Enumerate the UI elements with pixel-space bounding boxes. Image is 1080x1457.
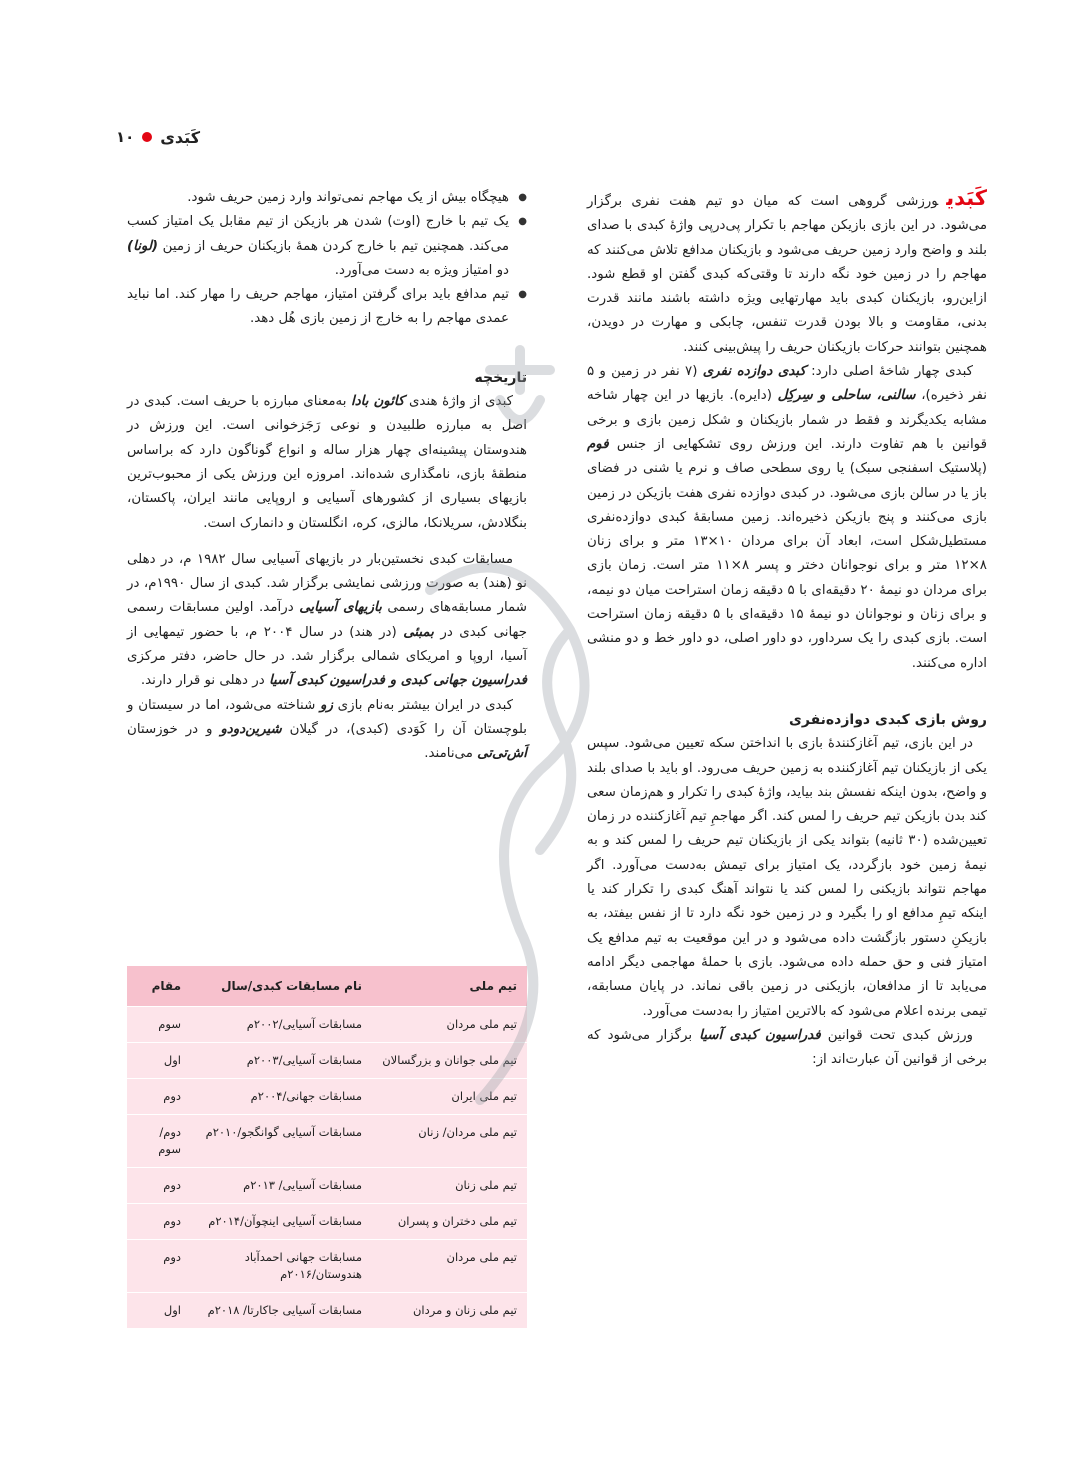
text-run: کبدی از واژهٔ هندی	[404, 394, 513, 410]
text-run: ورزش کبدی تحت قوانین	[820, 1027, 973, 1043]
table-cell: مسابقات جهانی احمدآباد هندوستان/۲۰۱۶م	[187, 1240, 372, 1293]
table-cell: تیم ملی زنان و مردان	[372, 1293, 527, 1329]
emphasis-run: کبدی دوازده نفری	[702, 364, 806, 380]
table-cell: تیم ملی دختران و پسران	[372, 1204, 527, 1240]
text-run: دو امتیاز ویژه به دست می‌آورد.	[334, 262, 509, 278]
emphasis-run: فدراسیون کبدی آسیا	[699, 1027, 821, 1043]
page-number: ۱۰	[115, 128, 135, 146]
text-run: هیچگاه بیش از یک مهاجم نمی‌تواند وارد زمین حریف شود.	[187, 190, 509, 205]
text-run: (۷ نفر در زمین و ۵ نفر ذخیره)،	[587, 364, 987, 404]
left-column	[127, 186, 527, 767]
intro-paragraph	[587, 186, 987, 360]
intro-text: ورزشی گروهی است که میان دو تیم هفت نفری برگزار می‌شود. در این بازی بازیکن مهاجم با تکرار پی‌درپی واژهٔ کبدی با صدای بلند و واضح وارد زمین حریف می‌شود و بازیکنان مدافع تلاش می‌کنند که مهاجم را در زمین خود نگه دارند تا وقتی‌که کبدی گفتن او قطع شود. ازاین‌رو، بازیکنان کبدی باید مهارتهایی ویژه داشته باشند مانند قدرت بدنی، مقاومت و بالا بودن قدرت تنفس، چابکی و مهارت در دویدن، همچنین بتوانند حرکات بازیکنان حریف را پیش‌بینی کنند.	[587, 194, 987, 355]
emphasis-run: اَش‌تی‌تی	[477, 746, 527, 762]
emphasis-run: زو	[320, 697, 333, 713]
emphasis-run: سالنی، ساحلی و سِرکِل	[777, 388, 916, 404]
table-cell: سوم	[127, 1007, 187, 1043]
table-cell: مسابقات آسیایی گوانگجو/۲۰۱۰م	[187, 1115, 372, 1168]
table-cell: دوم	[127, 1079, 187, 1115]
table-cell: اول	[127, 1293, 187, 1329]
emphasis-run: بازیهای آسیایی	[299, 600, 382, 616]
table-cell: تیم ملی مردان/ زنان	[372, 1115, 527, 1168]
federation-paragraph	[587, 1024, 987, 1073]
table-cell: تیم ملی مردان	[372, 1240, 527, 1293]
table-cell: مسابقات آسیایی جاکارتا/ ۲۰۱۸م	[187, 1293, 372, 1329]
red-dot-icon	[142, 132, 152, 142]
table-cell: دوم	[127, 1240, 187, 1293]
emphasis-run: بمبئی	[403, 624, 434, 640]
results-table	[127, 966, 527, 1328]
table-cell: مسابقات آسیایی/۲۰۰۳م	[187, 1043, 372, 1079]
text-run: درآمد. اولین مسابقات رسمی جهانی کبدی در	[127, 600, 528, 640]
text-run: شناخته می‌شود، اما در سیستان و بلوچستان آن را کَوَدی (کبدی)، در گیلان	[127, 697, 527, 737]
text-run: (پلاستیک اسفنجی سبک) یا روی سطحی صاف و نرم یا شنی در فضای باز یا در سالن بازی می‌شود. در کبدی دوازده نفری هفت بازیکن در زمین بازی می‌کنند و پنج بازیکن ذخیره‌اند. زمین مسابقهٔ کبدی دوازده‌نفری مستطیل‌شکل است، ابعاد آن برای مردان ۱۰×۱۳ متر و برای زنان ۸×۱۲ متر و برای نوجوانان دختر و پسر ۸×۱۱ متر است. زمان بازی برای مردان دو نیمهٔ ۲۰ دقیقه‌ای با ۵ دقیقه زمان استراحت میان دو نیمه، و برای زنان و نوجوانان دو نیمهٔ ۱۵ دقیقه‌ای با ۵ دقیقه زمان استراحت است. بازی کبدی را یک سرداور، دو داور اصلی، دو داور خط و دو منشی اداره می‌کنند.	[587, 461, 987, 671]
text-run: تیم مدافع باید برای گرفتن امتیاز، مهاجم حریف را مهار کند. اما نباید عمدی مهاجم را به خارج از زمین بازی هُل دهد.	[127, 287, 509, 327]
text-run: برگزار می‌شود که برخی از قوانین آن عبارت‌اند از:	[587, 1027, 987, 1068]
text-run: (در هند) در سال ۲۰۰۴ م، با حضور تیمهایی از آسیا، اروپا و امریکای شمالی برگزار شد. در حال حاضر، دفتر مرکزی	[127, 624, 527, 665]
intro-lead-word: کَبَدی	[946, 186, 987, 210]
table-cell: دوم	[127, 1168, 187, 1204]
list-item	[127, 210, 527, 283]
branches-paragraph	[587, 360, 987, 676]
table-row	[127, 1204, 527, 1240]
text-run: در دهلی نو قرار دارند.	[140, 673, 269, 689]
table-cell: مسابقات آسیایی/۲۰۰۲م	[187, 1007, 372, 1043]
rules-list	[127, 186, 527, 332]
method-paragraph: در این بازی، تیم آغازکنندهٔ بازی با انداختن سکه تعیین می‌شود. سپس یکی از بازیکنان تیم آغازکننده به زمین حریف می‌رود. او باید با صدای بلند و واضح، بدون اینکه نفسش بند بیاید، واژهٔ کبدی را تکرار و هم‌زمان سعی کند بدن بازیکن تیم حریف را لمس کند. اگر مهاجمِ تیم آغازکننده در زمان تعیین‌شده (۳۰ ثانیه) بتواند یکی از بازیکنان تیم حریف را لمس کند و به نیمهٔ زمین خود بازگردد، یک امتیاز برای تیمش به‌دست می‌آورد. اگر مهاجم نتواند بازیکنی را لمس کند یا نتواند آهنگ کبدی را تکرار کند یا اینکه تیمِ مدافع او را بگیرد و در زمین خود نگه دارد تا از نفس بیفتد، به بازیکنِ دستور بازگشت داده می‌شود و در این موقعیت به تیم مدافع یک امتیاز فنی و حق حمله داده می‌شود. بازی با حملهٔ مهاجمی دیگر ادامه می‌یابد تا از مدافعان، بازیکنی در زمین باقی نماند. در پایان مسابقه، تیمی برنده اعلام می‌شود که بالاترین امتیاز را به‌دست می‌آورد.	[587, 736, 987, 1019]
table-cell: دوم/ سوم	[127, 1115, 187, 1168]
running-title: کَبَدی	[160, 127, 200, 147]
history-paragraph-2	[127, 548, 527, 694]
text-run: (دایره). بازیها در این چهار شاخه مشابه یکدیگرند و فقط در شمار بازیکنان و شکل زمین بازی و برخی قوانین با هم تفاوت دارند. این ورزش روی تشکهایی از جنس	[587, 388, 987, 452]
table-cell: دوم	[127, 1204, 187, 1240]
table-cell: تیم ملی زنان	[372, 1168, 527, 1204]
text-run: می‌نامند.	[424, 746, 478, 762]
text-run: یک تیم با خارج (اوت) شدن هر بازیکن از تیم مقابل یک امتیاز کسب می‌کند. همچنین تیم با خارج کردن همهٔ بازیکنان حریف از زمین	[127, 214, 509, 254]
text-run: مسابقات کبدی نخستین‌بار در بازیهای آسیایی سال ۱۹۸۲ م، در دهلی نو (هند) به صورت ورزشی نمایشی برگزار شد. کبدی از سال ۱۹۹۰م، در شمار مسابقه‌های رسمی	[127, 551, 527, 616]
list-item	[127, 283, 527, 332]
right-column	[587, 186, 987, 1072]
history-paragraph-1	[127, 390, 527, 536]
emphasis-run: (لونا)	[127, 238, 159, 254]
list-item	[127, 186, 527, 210]
table-row	[127, 1115, 527, 1168]
method-heading: روش بازی کبدی دوازده‌نفری	[789, 711, 987, 728]
table-row	[127, 1007, 527, 1043]
table-row	[127, 1293, 527, 1329]
table-cell: مسابقات آسیایی اینچوآن/۲۰۱۴م	[187, 1204, 372, 1240]
emphasis-run: فدراسیون جهانی کبدی و فدراسیون کبدی آسیا	[268, 673, 527, 689]
table-row	[127, 1240, 527, 1293]
text-run: کبدی چهار شاخهٔ اصلی دارد:	[805, 364, 973, 380]
page-header	[0, 122, 200, 152]
table-row	[127, 1168, 527, 1204]
table-body	[127, 1007, 527, 1329]
history-paragraph-3	[127, 694, 527, 767]
table-row	[127, 1079, 527, 1115]
emphasis-run: فوم	[587, 436, 609, 452]
text-run: کبدی در ایران بیشتر به‌نام بازی	[332, 697, 513, 713]
column-header: مقام	[127, 966, 187, 1007]
column-header: نام مسابقات کبدی/سال	[187, 966, 372, 1007]
table-cell: تیم ملی ایران	[372, 1079, 527, 1115]
table-header-row	[127, 966, 527, 1007]
emphasis-run: شیرین‌دودو	[220, 721, 282, 737]
text-run: و در خوزستان	[127, 721, 221, 737]
table-cell: مسابقات آسیایی/ ۲۰۱۳م	[187, 1168, 372, 1204]
table-cell: تیم ملی جوانان و بزرگسالان	[372, 1043, 527, 1079]
table-cell: مسابقات جهانی/۲۰۰۴م	[187, 1079, 372, 1115]
text-run: به‌معنای مبارزه با حریف است. کبدی در اصل به مبارزه طلبیدن و نوعی رَجَزخوانی است. این ورزش در هندوستان پیشینه‌ای چهار هزار ساله و انواع گوناگون دارد که براساس منطقهٔ بازی، نامگذاری شده‌اند. امروزه این ورزش یکی از محبوب‌ترین بازیهای بسیاری از کشورهای آسیایی و اروپایی مانند ایران، پاکستان، بنگلادش، سریلانکا، مالزی، کره، انگلستان و دانمارک است.	[127, 394, 527, 531]
table-cell: تیم ملی مردان	[372, 1007, 527, 1043]
table-cell: اول	[127, 1043, 187, 1079]
emphasis-run: کائون بادا	[351, 394, 405, 410]
table-row	[127, 1043, 527, 1079]
column-header: تیم ملی	[372, 966, 527, 1007]
history-heading: تاریخچه	[474, 369, 527, 386]
